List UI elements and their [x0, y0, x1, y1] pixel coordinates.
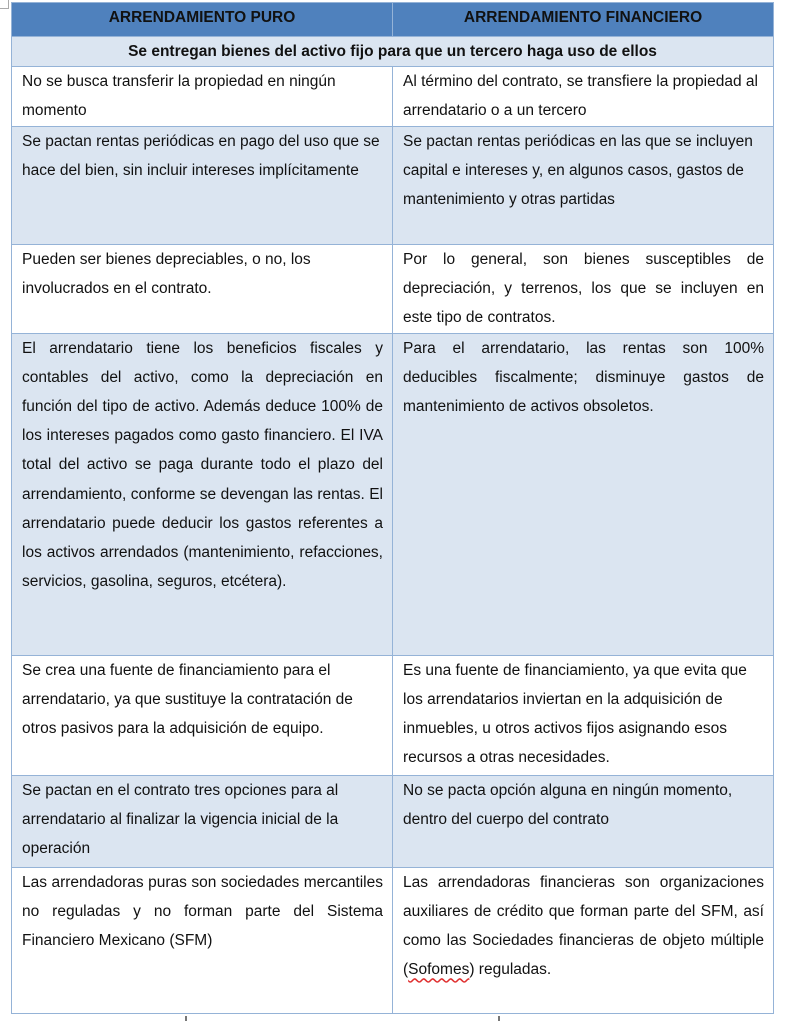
table-row [12, 126, 774, 244]
cell-financiero: No se pacta opción alguna en ningún momento, dentro del cuerpo del contrato [393, 775, 774, 867]
cell-puro: Se pactan rentas periódicas en pago del uso que se hace del bien, sin incluir intereses implícitamente [12, 126, 393, 244]
comparison-table-container [11, 2, 773, 1014]
cell-puro: Pueden ser bienes depreciables, o no, los involucrados en el contrato. [12, 244, 393, 333]
shared-characteristic: Se entregan bienes del activo fijo para que un tercero haga uso de ellos [12, 37, 774, 67]
comparison-table [11, 2, 774, 1014]
table-row [12, 333, 774, 655]
cell-puro: Se crea una fuente de financiamiento para el arrendatario, ya que sustituye la contratación de otros pasivos para la adquisición de equipo. [12, 655, 393, 775]
footer-tick [185, 1016, 187, 1021]
page-corner-mark [0, 0, 9, 9]
header-arrendamiento-puro: ARRENDAMIENTO PURO [12, 3, 393, 37]
shared-row [12, 37, 774, 67]
cell-financiero: Para el arrendatario, las rentas son 100% deducibles fiscalmente; disminuye gastos de mantenimiento de activos obsoletos. [393, 333, 774, 655]
cell-puro: Se pactan en el contrato tres opciones para al arrendatario al finalizar la vigencia inicial de la operación [12, 775, 393, 867]
cell-financiero: Al término del contrato, se transfiere la propiedad al arrendatario o a un tercero [393, 67, 774, 126]
header-row [12, 3, 774, 37]
cell-financiero-text-end: ) reguladas. [469, 961, 552, 979]
table-row [12, 867, 774, 1013]
cell-financiero: Por lo general, son bienes susceptibles de depreciación, y terrenos, los que se incluyen en este tipo de contratos. [393, 244, 774, 333]
cropped-footer-marks [11, 1016, 773, 1024]
cell-financiero: Se pactan rentas periódicas en las que se incluyen capital e intereses y, en algunos casos, gastos de mantenimiento y otras partidas [393, 126, 774, 244]
table-row [12, 244, 774, 333]
spellcheck-marked-word: Sofomes [408, 961, 470, 979]
header-arrendamiento-financiero: ARRENDAMIENTO FINANCIERO [393, 3, 774, 37]
table-row [12, 775, 774, 867]
cell-financiero: Es una fuente de financiamiento, ya que evita que los arrendatarios inviertan en la adquisición de inmuebles, u otros activos fijos asignando esos recursos a otras necesidades. [393, 655, 774, 775]
footer-tick [498, 1016, 500, 1021]
cell-financiero-text: Las arrendadoras financieras son organizaciones auxiliares de crédito que forman parte del SFM, así como las Sociedades financieras de objeto múltiple ( [403, 873, 764, 979]
table-row [12, 67, 774, 126]
cell-puro: El arrendatario tiene los beneficios fiscales y contables del activo, como la depreciación en función del tipo de activo. Además deduce 100% de los intereses pagados como gasto financiero. El IVA total del activo se paga durante todo el plazo del arrendamiento, conforme se devengan las rentas. El arrendatario puede deducir los gastos referentes a los activos arrendados (mantenimiento, refacciones, servicios, gasolina, seguros, etcétera). [12, 333, 393, 655]
table-row [12, 655, 774, 775]
cell-puro: Las arrendadoras puras son sociedades mercantiles no reguladas y no forman parte del Sistema Financiero Mexicano (SFM) [12, 867, 393, 1013]
cell-puro: No se busca transferir la propiedad en ningún momento [12, 67, 393, 126]
cell-financiero [393, 867, 774, 1013]
